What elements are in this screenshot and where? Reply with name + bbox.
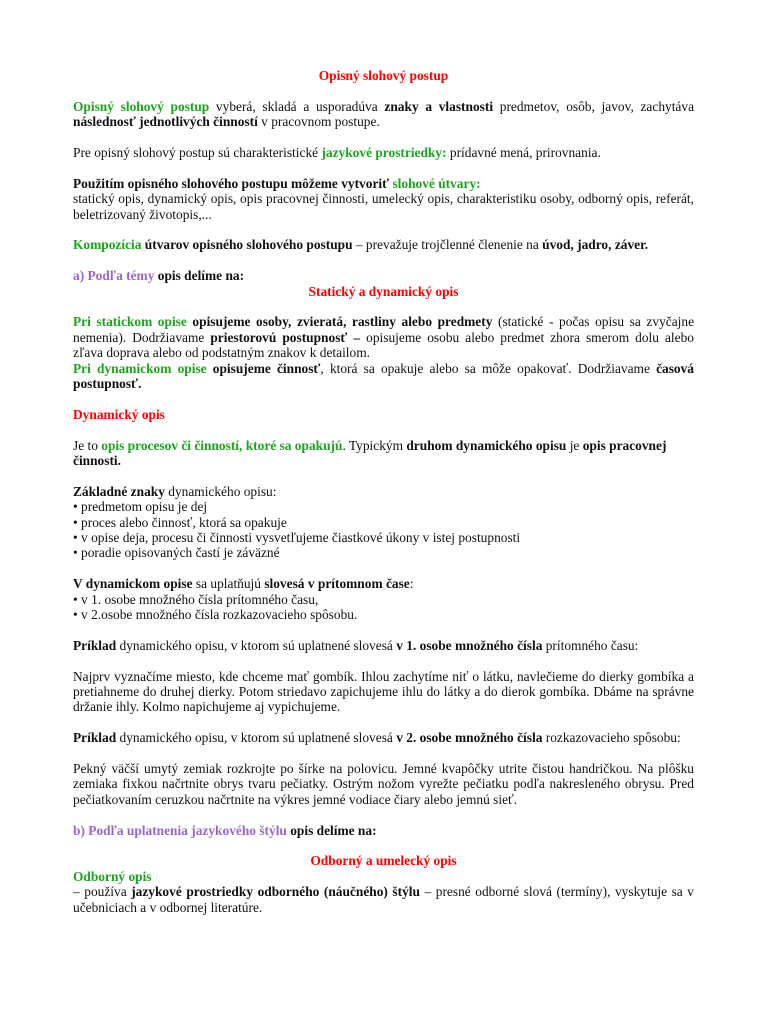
text-run: vyberá, skladá a usporadúva — [209, 98, 385, 114]
bold-text: úvod, jadro, záver. — [542, 237, 649, 253]
text-run: (statické - počas opisu sa zvyčajne nemenia). Dodržiavame — [73, 314, 695, 345]
text-run: – presné odborné slová (termíny), vyskytuje sa v učebniciach a v odbornej literatúre. — [73, 884, 694, 915]
verbs-label — [73, 576, 694, 591]
text-run: – prevažuje trojčlenné členenie na — [352, 237, 543, 253]
document-page — [73, 68, 694, 915]
intro-paragraph — [73, 99, 694, 130]
bold-text: opis delíme na: — [286, 822, 377, 838]
example-2-intro — [73, 730, 694, 745]
professional-description-heading: Odborný opis — [73, 868, 152, 884]
static-dynamic-heading: Statický a dynamický opis — [308, 283, 459, 299]
professional-description-text — [73, 884, 694, 915]
term-highlight: Pri statickom opise — [73, 314, 187, 330]
static-dynamic-paragraph — [73, 314, 694, 391]
text-run: . Typickým — [342, 437, 407, 453]
bold-text: Použitím opisného slohového postupu môžeme vytvoriť — [73, 175, 390, 191]
term-highlight: Opisný slohový postup — [73, 98, 210, 114]
section-label: b) Podľa uplatnenia jazykového štýlu — [73, 822, 287, 838]
text-run: sa uplatňujú — [192, 576, 265, 592]
basic-features-label — [73, 484, 694, 499]
term-highlight: opis procesov či činností, ktoré sa opakujú — [101, 437, 343, 453]
term-highlight: Pri dynamickom opise — [73, 360, 207, 376]
text-run: predmetov, osôb, javov, zachytáva — [493, 98, 695, 114]
list-item: • v opise deja, procesu či činnosti vysvetľujeme čiastkové úkony v istej postupnosti — [73, 530, 521, 546]
text-run: – používa — [73, 884, 132, 900]
list-item: • poradie opisovaných častí je záväzné — [73, 545, 280, 561]
bold-text: opisujeme činnosť — [206, 360, 321, 376]
term-highlight: slohové útvary: — [389, 175, 481, 191]
bold-text: následnosť jednotlivých činností — [73, 114, 258, 130]
dynamic-definition-paragraph — [73, 438, 694, 469]
text-run: Je to — [73, 437, 102, 453]
text-run: dynamického opisu: — [164, 483, 277, 499]
section-label: a) Podľa témy — [73, 268, 155, 284]
dynamic-description-heading: Dynamický opis — [73, 406, 165, 422]
text-run: Pre opisný slohový postup sú charakteristické — [73, 145, 322, 160]
list-item: • predmetom opisu je dej — [73, 499, 208, 515]
language-means-paragraph — [73, 145, 694, 160]
list-item: • proces alebo činnosť, ktorá sa opakuje — [73, 514, 287, 530]
professional-artistic-heading: Odborný a umelecký opis — [310, 853, 457, 869]
text-run: rozkazovacieho spôsobu: — [542, 730, 681, 746]
list-item: • v 1. osobe množného čísla prítomného času, — [73, 591, 319, 607]
bold-text: Príklad — [73, 730, 117, 746]
text-run: opisujeme osobu alebo predmet zhora smerom dolu alebo zľava doprava alebo od podstatným znakov k detailom. — [73, 329, 694, 361]
text-run: prídavné mená, prirovnania. — [446, 145, 601, 160]
bold-text: V dynamickom opise — [73, 576, 193, 592]
section-b-label — [73, 823, 694, 838]
bold-text: opis delíme na: — [154, 268, 245, 284]
bold-text: časová postupnosť. — [73, 360, 694, 392]
example-2-text: Pekný väčší umytý zemiak rozkrojte po šírke na polovicu. Jemné kvapôčky utrite čistou handričkou. Na plôšku zemiaka fixkou načrtnite obrys tvaru pečiatky. Ostrým nožom vyrežte pečiatku podľa nakresleného obrysu. Pred pečiatkovaním ceruzkou načrtnite na výkres jemné vodiace čiary alebo jemnú sieť. — [73, 761, 694, 807]
example-1-text: Najprv vyznačíme miesto, kde chceme mať gombík. Ihlou zachytíme niť o látku, navlečieme do dierky gombíka a pretiahneme do druhej dierky. Potom striedavo zapichujeme ihlu do látky a do dierok gombíka. Dbáme na správne držanie ihly. Kolmo napichujeme aj vypichujeme. — [73, 668, 694, 715]
text-run: je — [566, 437, 583, 453]
example-1-intro — [73, 638, 694, 653]
text-forms-list: statický opis, dynamický opis, opis pracovnej činnosti, umelecký opis, charakteristiku osoby, odborný opis, referát, beletrizovaný životopis,... — [73, 191, 694, 222]
text-run: dynamického opisu, v ktorom sú uplatnené slovesá — [116, 730, 397, 746]
composition-paragraph — [73, 237, 694, 252]
bold-text: Príklad — [73, 637, 117, 653]
bold-text: opis pracovnej činnosti. — [73, 437, 667, 469]
list-item: • v 2.osobe množného čísla rozkazovacieho spôsobu. — [73, 607, 358, 623]
term-highlight: Kompozícia — [73, 237, 142, 253]
bold-text: znaky a vlastnosti — [384, 98, 494, 114]
bold-text: slovesá v prítomnom čase — [264, 576, 410, 592]
term-highlight: jazykové prostriedky: — [321, 145, 447, 160]
text-forms-paragraph — [73, 176, 694, 191]
text-run: : — [409, 576, 414, 592]
document-title: Opisný slohový postup — [318, 68, 449, 83]
bold-text: Základné znaky — [73, 483, 165, 499]
text-run: dynamického opisu, v ktorom sú uplatnené slovesá — [116, 637, 397, 653]
section-a-label — [73, 268, 694, 283]
bold-text: jazykové prostriedky odborného (náučného) štýlu — [131, 884, 420, 900]
bold-text: opisujeme osoby, zvieratá, rastliny alebo predmety — [186, 314, 493, 330]
text-run: v pracovnom postupe. — [257, 114, 380, 130]
bold-text: priestorovú postupnosť – — [210, 329, 361, 345]
bold-text: útvarov opisného slohového postupu — [141, 237, 353, 253]
text-run: , ktorá sa opakuje alebo sa môže opakovať. Dodržiavame — [320, 360, 657, 376]
bold-text: v 2. osobe množného čísla — [396, 730, 543, 746]
text-run: prítomného času: — [542, 637, 639, 653]
bold-text: v 1. osobe množného čísla — [396, 637, 543, 653]
bold-text: druhom dynamického opisu — [406, 437, 567, 453]
